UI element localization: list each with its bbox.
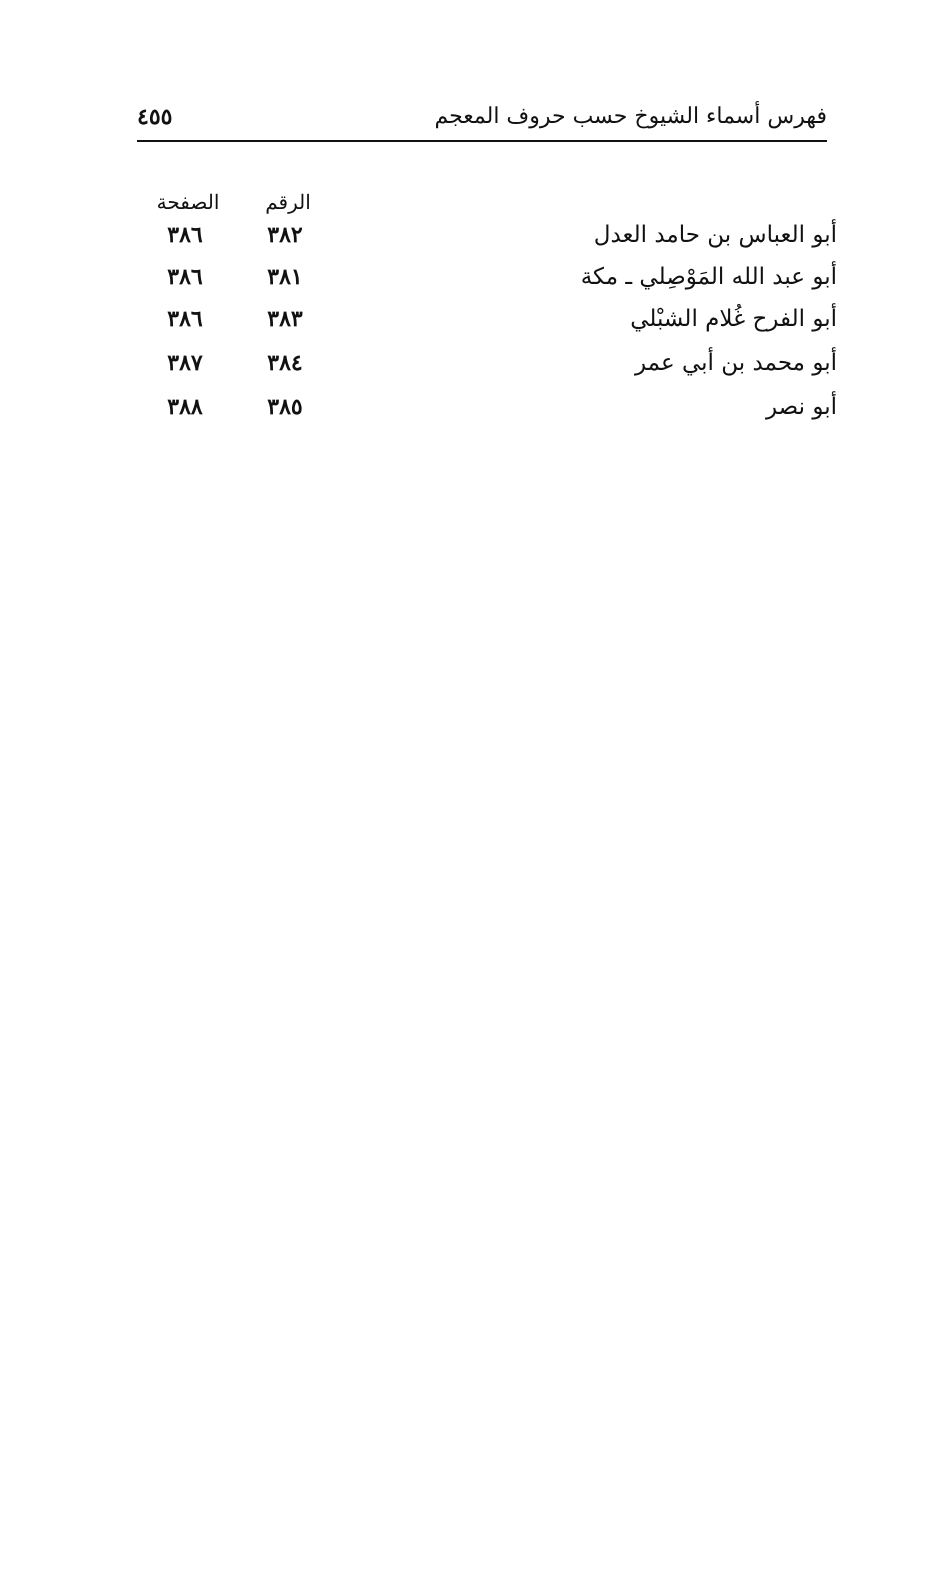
entry-number: ٣٨١ bbox=[267, 264, 303, 290]
entry-number: ٣٨٣ bbox=[267, 306, 303, 332]
entry-number: ٣٨٢ bbox=[267, 222, 303, 248]
index-entry bbox=[137, 306, 837, 346]
index-entry bbox=[137, 394, 837, 434]
entry-number: ٣٨٥ bbox=[267, 394, 303, 420]
entry-number: ٣٨٤ bbox=[267, 350, 303, 376]
index-entry bbox=[137, 264, 837, 304]
entry-name: أبو الفرح غُلام الشبْلي bbox=[630, 306, 837, 332]
index-entry bbox=[137, 222, 837, 262]
entry-name: أبو نصر bbox=[765, 394, 837, 420]
column-header-number: الرقم bbox=[265, 190, 311, 214]
entry-page: ٣٨٦ bbox=[167, 306, 203, 332]
entry-page: ٣٨٦ bbox=[167, 264, 203, 290]
index-entry bbox=[137, 350, 837, 390]
entry-name: أبو عبد الله المَوْصِلي ـ مكة bbox=[580, 264, 837, 290]
page-header bbox=[137, 100, 827, 142]
header-title: فهرس أسماء الشيوخ حسب حروف المعجم bbox=[434, 104, 827, 129]
entry-name: أبو العباس بن حامد العدل bbox=[593, 222, 837, 248]
entry-page: ٣٨٨ bbox=[167, 394, 203, 420]
entry-page: ٣٨٧ bbox=[167, 350, 203, 376]
column-header-page: الصفحة bbox=[156, 190, 220, 214]
entry-page: ٣٨٦ bbox=[167, 222, 203, 248]
entry-name: أبو محمد بن أبي عمر bbox=[634, 350, 837, 376]
page-number: ٤٥٥ bbox=[137, 104, 173, 130]
